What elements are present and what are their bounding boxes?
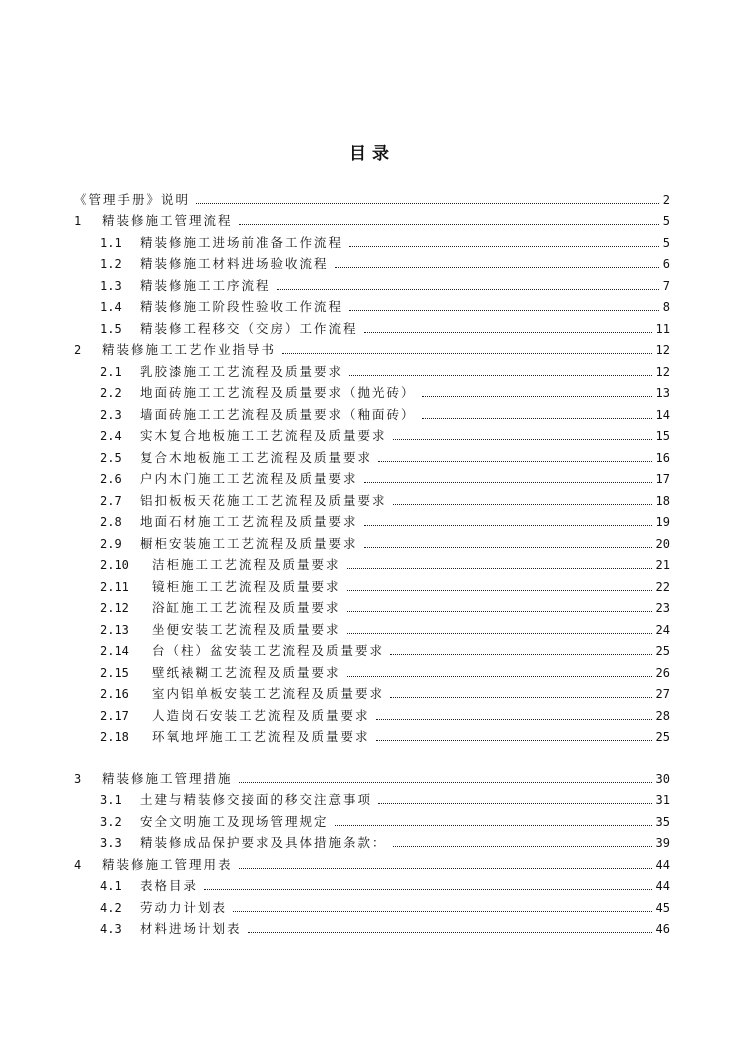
dot-leader [204,889,652,890]
toc-entry-label: 人造岗石安装工艺流程及质量要求 [152,707,370,723]
toc-entry-number: 2.2 [100,386,122,400]
toc-entry[interactable] [74,637,670,659]
toc-entry-number: 2.18 [100,730,129,744]
toc-entry-label: 材料进场计划表 [140,921,242,936]
toc-entry-page-number: 28 [655,708,670,723]
toc-entry-page-number: 12 [655,364,670,379]
toc-entry-label: 环氧地坪施工工艺流程及质量要求 [152,729,370,744]
toc-entry-page-number: 5 [662,235,670,250]
dot-leader [196,203,659,204]
toc-entry[interactable] [74,293,670,315]
toc-entry[interactable] [74,228,670,250]
toc-entry-number: 2.17 [100,708,129,723]
toc-entry[interactable] [74,551,670,573]
dot-leader [347,568,652,569]
page-title: 目录 [349,144,395,164]
toc-entry[interactable] [74,357,670,379]
toc-entry-page-number: 27 [655,687,670,701]
toc-entry-number: 4.1 [100,879,122,893]
toc-entry-number: 2.16 [100,687,129,701]
toc-entry-page-number: 7 [662,278,670,293]
toc-entry-number: 2.14 [100,644,129,658]
dot-leader [364,332,652,333]
dot-leader [378,803,652,804]
toc-entry-number: 2.9 [100,536,122,551]
toc-entry-page-number: 8 [662,300,670,314]
toc-entry-page-number: 25 [655,730,670,744]
dot-leader [282,353,652,354]
toc-entry-number: 4.3 [100,922,122,936]
toc-entry-number: 2.15 [100,665,129,680]
dot-leader [347,633,652,634]
toc-entry[interactable] [74,594,670,616]
toc-entry[interactable] [74,572,670,594]
dot-leader [393,439,652,440]
dot-leader [393,846,652,847]
toc-entry-page-number: 22 [655,579,670,594]
toc-entry-page-number: 11 [655,321,670,336]
toc-entry-number: 1.5 [100,321,122,336]
toc-entry-label: 墙面砖施工工艺流程及质量要求（釉面砖） [140,406,416,422]
dot-leader [364,482,652,483]
toc-entry-label: 浴缸施工工艺流程及质量要求 [152,600,341,615]
toc-entry[interactable] [74,807,670,829]
toc-entry-number: 4 [74,857,82,872]
toc-entry-number: 2.12 [100,601,129,615]
dot-leader [277,289,659,290]
toc-entry-page-number: 30 [655,771,670,786]
toc-entry-number: 2.10 [100,558,129,572]
toc-entry[interactable] [74,400,670,422]
dot-leader [347,676,652,677]
dot-leader [390,654,652,655]
toc-entry-page-number: 31 [655,793,670,807]
table-of-contents [74,185,670,936]
toc-entry-number: 1.3 [100,278,122,293]
toc-entry-label: 安全文明施工及现场管理规定 [140,813,329,829]
toc-entry-page-number: 21 [655,558,670,572]
toc-entry-number: 2.3 [100,407,122,422]
dot-leader [347,611,652,612]
toc-entry-number: 3 [74,771,82,786]
toc-entry[interactable] [74,271,670,293]
toc-entry-page-number: 13 [655,386,670,400]
toc-entry-label: 橱柜安装施工工艺流程及质量要求 [140,535,358,551]
toc-entry[interactable] [74,465,670,487]
dot-leader [335,267,659,268]
toc-entry-number: 2.4 [100,429,122,443]
toc-entry-number: 1.4 [100,300,122,314]
toc-entry[interactable] [74,250,670,272]
toc-entry[interactable] [74,508,670,530]
toc-entry[interactable] [74,486,670,508]
toc-entry-page-number: 2 [662,192,670,207]
toc-entry-number: 4.2 [100,900,122,915]
dot-leader [335,825,652,826]
toc-entry[interactable] [74,680,670,702]
toc-entry-page-number: 39 [655,836,670,850]
toc-entry-label: 精装修施工材料进场验收流程 [140,256,329,271]
dot-leader [422,418,652,419]
toc-entry-page-number: 45 [655,900,670,915]
toc-entry-number: 1.2 [100,257,122,271]
toc-entry-label: 复合木地板施工工艺流程及质量要求 [140,449,373,465]
toc-entry-page-number: 35 [655,814,670,829]
toc-entry-number: 3.2 [100,814,122,829]
toc-entry-page-number: 14 [655,407,670,422]
toc-entry-page-number: 18 [655,493,670,508]
toc-entry-label: 精装修工程移交（交房）工作流程 [140,320,358,336]
toc-entry-number: 2.7 [100,493,122,508]
toc-entry-page-number: 16 [655,450,670,465]
toc-entry-label: 《管理手册》说明 [74,191,191,207]
toc-entry[interactable] [74,185,670,207]
dot-leader [393,504,652,505]
toc-entry-label: 壁纸裱糊工艺流程及质量要求 [152,664,341,680]
toc-entry[interactable] [74,915,670,937]
toc-entry-page-number: 44 [655,879,670,893]
toc-entry-label: 洁柜施工工艺流程及质量要求 [152,557,341,572]
toc-entry-label: 精装修施工工艺作业指导书 [102,342,277,357]
toc-entry-number: 2.5 [100,450,122,465]
toc-entry-label: 台（柱）盆安装工艺流程及质量要求 [152,643,385,658]
dot-leader [349,246,659,247]
toc-entry-number: 2.11 [100,579,129,594]
toc-entry-page-number: 6 [662,257,670,271]
toc-entry-label: 实木复合地板施工工艺流程及质量要求 [140,428,387,443]
toc-entry[interactable] [74,422,670,444]
toc-entry-number: 1.1 [100,235,122,250]
toc-entry-label: 表格目录 [140,878,199,893]
toc-entry-label: 室内铝单板安装工艺流程及质量要求 [152,686,385,701]
toc-entry[interactable] [74,529,670,551]
dot-leader [376,719,652,720]
toc-entry-page-number: 5 [662,214,670,228]
toc-entry-number: 3.1 [100,793,122,807]
toc-entry[interactable] [74,615,670,637]
toc-entry[interactable] [74,701,670,723]
toc-entry-page-number: 25 [655,644,670,658]
dot-leader [349,375,652,376]
toc-entry-number: 2.8 [100,515,122,529]
dot-leader [364,525,652,526]
toc-entry[interactable] [74,379,670,401]
toc-entry-page-number: 44 [655,857,670,872]
toc-entry-label: 地面石材施工工艺流程及质量要求 [140,514,358,529]
toc-entry-page-number: 12 [655,343,670,357]
toc-entry-page-number: 19 [655,515,670,529]
dot-leader [347,590,652,591]
toc-entry-number: 1 [74,214,82,228]
toc-entry-page-number: 46 [655,922,670,936]
toc-entry-page-number: 17 [655,472,670,486]
toc-entry-number: 2 [74,343,82,357]
toc-entry-label: 镜柜施工工艺流程及质量要求 [152,578,341,594]
toc-entry-label: 乳胶漆施工工艺流程及质量要求 [140,363,344,379]
toc-entry[interactable] [74,850,670,872]
toc-entry[interactable] [74,872,670,894]
toc-entry-label: 铝扣板板天花施工工艺流程及质量要求 [140,492,387,508]
dot-leader [233,911,652,912]
toc-entry[interactable] [74,764,670,786]
toc-entry-label: 土建与精装修交接面的移交注意事项 [140,792,373,807]
toc-entry[interactable] [74,336,670,358]
toc-entry-label: 精装修施工进场前准备工作流程 [140,234,344,250]
toc-entry-number: 2.13 [100,622,129,637]
toc-entry-page-number: 26 [655,665,670,680]
toc-entry-label: 坐便安装工艺流程及质量要求 [152,621,341,637]
toc-entry-page-number: 23 [655,601,670,615]
dot-leader [364,547,652,548]
dot-leader [239,224,659,225]
dot-leader [390,697,652,698]
toc-entry-label: 精装修施工工序流程 [140,277,271,293]
toc-entry-page-number: 20 [655,536,670,551]
toc-entry[interactable] [74,829,670,851]
toc-entry-label: 精装修施工管理用表 [102,856,233,872]
toc-entry-label: 地面砖施工工艺流程及质量要求（抛光砖） [140,385,416,400]
dot-leader [422,396,652,397]
dot-leader [239,868,652,869]
dot-leader [248,932,652,933]
dot-leader [349,310,659,311]
dot-leader [378,461,652,462]
toc-entry[interactable] [74,658,670,680]
toc-entry-number: 3.3 [100,836,122,850]
toc-entry-page-number: 15 [655,429,670,443]
toc-entry-label: 精装修成品保护要求及具体措施条款： [140,835,387,850]
toc-entry-label: 劳动力计划表 [140,899,228,915]
toc-entry[interactable] [74,314,670,336]
toc-entry[interactable] [74,786,670,808]
dot-leader [376,740,652,741]
toc-entry-label: 精装修施工管理措施 [102,770,233,786]
dot-leader [239,782,652,783]
toc-entry[interactable] [74,723,670,745]
toc-entry-page-number: 24 [655,622,670,637]
toc-entry[interactable] [74,443,670,465]
toc-entry-number: 2.6 [100,472,122,486]
toc-entry[interactable] [74,207,670,229]
toc-entry-label: 户内木门施工工艺流程及质量要求 [140,471,358,486]
toc-entry-label: 精装修施工阶段性验收工作流程 [140,299,344,314]
toc-entry[interactable] [74,893,670,915]
toc-entry-number: 2.1 [100,364,122,379]
toc-entry-label: 精装修施工管理流程 [102,213,233,228]
